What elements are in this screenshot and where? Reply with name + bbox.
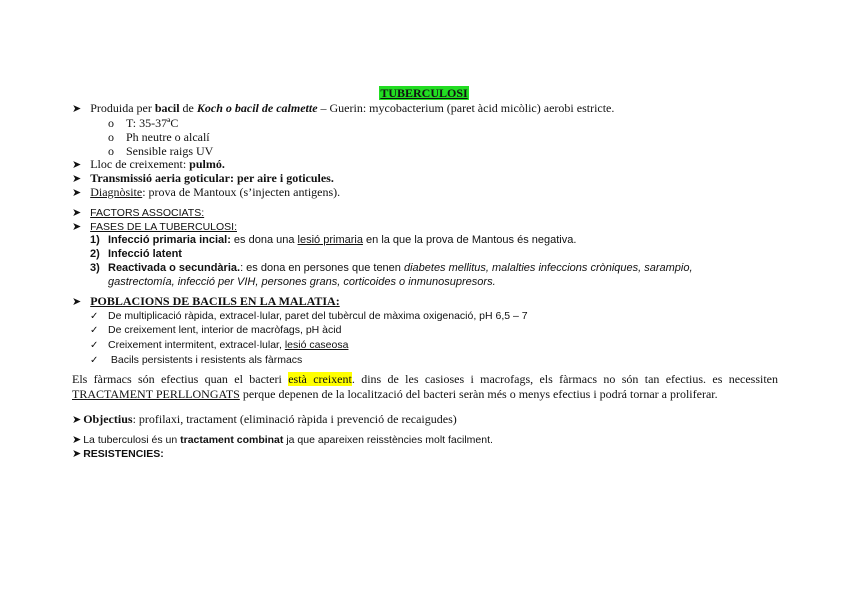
- page-title: TUBERCULOSI: [380, 86, 468, 100]
- checkmark-bullet-icon: ✓: [90, 340, 99, 351]
- phase-item: 1) Infecció primaria incial: es dona una lesió primaria en la que la prova de Mantous és negativa.: [90, 234, 577, 246]
- factors-heading: ➤ FACTORS ASSOCIATS:: [72, 206, 205, 219]
- objectius-line: ➤ Objectius: profilaxi, tractament (eliminació ràpida i prevenció de recaigudes): [72, 412, 457, 426]
- arrow-bullet-icon: ➤: [72, 172, 82, 185]
- list-item: ✓ De multiplicació ràpida, extracel·lular, paret del tubèrcul de màxima oxigenació, pH 6,5 – 7: [90, 310, 528, 322]
- arrow-bullet-icon: ➤: [72, 158, 82, 171]
- phase-item-continuation: gastrectomía, infecció per VIH, persones grans, corticoides o inmunosupresors.: [108, 276, 496, 288]
- arrow-bullet-icon: ➤: [72, 295, 82, 308]
- list-item: ✓ Bacils persistents i resistents als fàrmacs: [90, 354, 303, 366]
- arrow-bullet-icon: ➤: [72, 447, 82, 460]
- transmission-line: ➤ Transmissió aeria goticular: per aire i goticules.: [72, 171, 334, 185]
- arrow-bullet-icon: ➤: [72, 220, 82, 233]
- growth-line: ➤ Lloc de creixement: pulmó.: [72, 157, 225, 171]
- resistencies-heading: ➤ RESISTENCIES:: [72, 447, 164, 460]
- diagnosis-line: ➤ Diagnòsite: prova de Mantoux (s’injecten antigens).: [72, 185, 341, 199]
- arrow-bullet-icon: ➤: [72, 433, 82, 446]
- phase-item: 3) Reactivada o secundària.: es dona en persones que tenen diabetes mellitus, malalties infeccions cròniques, sarampio,: [90, 262, 693, 274]
- arrow-bullet-icon: ➤: [72, 102, 82, 115]
- treatment-line: ➤ La tuberculosi és un tractament combinat ja que apareixen reisstències molt facilment.: [72, 433, 493, 446]
- phases-heading: ➤ FASES DE LA TUBERCULOSI:: [72, 220, 237, 233]
- phase-item: 2) Infecció latent: [90, 248, 182, 260]
- arrow-bullet-icon: ➤: [72, 413, 82, 426]
- list-item: o T: 35-37ªC: [108, 116, 179, 130]
- body-paragraph: Els fàrmacs són efectius quan el bacteri està creixent. dins de les casioses i macrofags, els fàrmacs no són tan efectius. es necessiten TRACTAMENT PERLLONGATS perque depenen de la localització del bacteri seràn més o menys efectius i podrá tornar a proliferar.: [72, 372, 778, 401]
- list-item: o Ph neutre o alcalí: [108, 130, 210, 144]
- circle-bullet-icon: o: [108, 144, 114, 158]
- checkmark-bullet-icon: ✓: [90, 311, 99, 322]
- populations-heading: ➤ POBLACIONS DE BACILS EN LA MALATIA:: [72, 294, 340, 308]
- circle-bullet-icon: o: [108, 116, 114, 130]
- checkmark-bullet-icon: ✓: [90, 355, 99, 366]
- arrow-bullet-icon: ➤: [72, 186, 82, 199]
- intro-line: ➤ Produida per bacil de Koch o bacil de calmette – Guerin: mycobacterium (paret àcid micòlic) aerobi estricte.: [72, 101, 615, 115]
- list-item: o Sensible raigs UV: [108, 144, 214, 158]
- circle-bullet-icon: o: [108, 130, 114, 144]
- checkmark-bullet-icon: ✓: [90, 325, 99, 336]
- list-item: ✓ Creixement intermitent, extracel·lular, lesió caseosa: [90, 339, 349, 351]
- list-item: ✓ De creixement lent, interior de macròfags, pH àcid: [90, 324, 342, 336]
- arrow-bullet-icon: ➤: [72, 206, 82, 219]
